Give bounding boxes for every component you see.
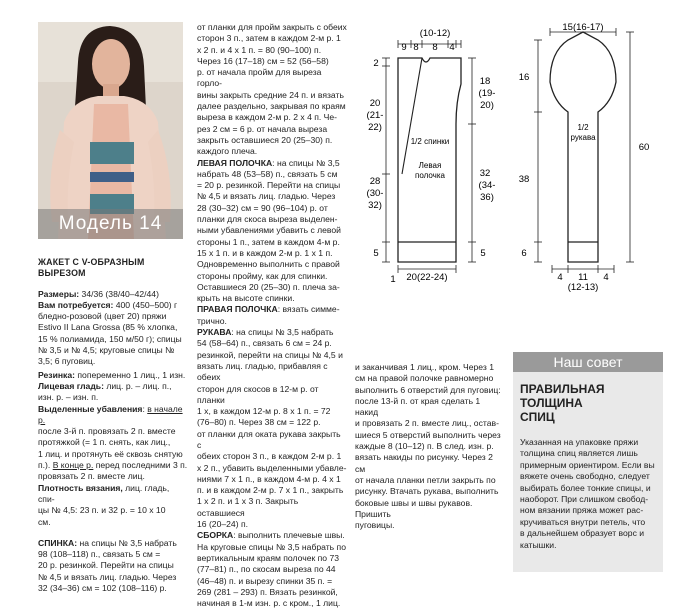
- text-line: х 2 п., убавить выделенными убавле-: [197, 462, 347, 473]
- materials-line: 15 % полиамида, 150 м/50 г); спицы: [38, 333, 182, 344]
- text-line: вертикальным краям полочек по 73: [197, 552, 340, 563]
- dim-right-20: 20): [480, 100, 494, 111]
- text-line: 54 (58–64) п., связать 6 см = 24 р.: [197, 338, 332, 349]
- text-line: закрыть оставшиеся 20 (25–30) п.: [197, 134, 333, 145]
- dim-top-8: 8: [413, 42, 419, 53]
- materials-line: Estivo II Lana Grossa (85 % хлопка,: [38, 322, 178, 333]
- half-back-label: 1/2 спинки: [410, 137, 450, 146]
- text-line: после 13-й п. от края сделать 1 накид: [355, 395, 481, 418]
- text-line: от планки для оката рукава закрыть с: [197, 428, 341, 450]
- stockinette-line: изн. р. – изн. п.: [38, 392, 99, 403]
- advice-line: ном вязании пряжа может рас-: [520, 505, 644, 516]
- dim-left-2: 2: [373, 58, 379, 69]
- materials-label: Вам потребуется:: [38, 299, 114, 310]
- advice-title: Наш совет: [513, 352, 663, 372]
- advice-heading-line: ТОЛЩИНА: [520, 396, 583, 410]
- text-line: 15 х 1 п. и в каждом 2-м р. 1 х 1 п.: [197, 247, 333, 258]
- decrease-line: после 3-й п. провязать 2 п. вместе: [38, 426, 176, 437]
- gauge-label: Плотность вязания,: [38, 482, 123, 493]
- text-line: каждого плеча.: [197, 146, 258, 157]
- dim-right-18: 18: [479, 76, 491, 87]
- text-line: рез 2 см = 6 р. от начала выреза: [197, 123, 328, 134]
- advice-line: катышки.: [520, 539, 557, 550]
- text-line: см на правой полочке равномерно: [355, 373, 494, 384]
- decrease-line: провязать 2 п. вместе лиц.: [38, 471, 145, 482]
- text-line: далее раздельно, закрывая по краям: [197, 101, 346, 112]
- text-line: крыть на высоте спинки.: [197, 293, 295, 304]
- text-line: планки для скоса выреза выделен-: [197, 214, 338, 225]
- back-line: 20 р. резинкой. Перейти на спицы: [38, 560, 174, 571]
- sleeve-dim-bottom-12: (12-13): [567, 282, 599, 292]
- text-line: (77–81) п., по скосам выреза по 44: [197, 564, 336, 575]
- model-photo: [38, 22, 183, 239]
- decrease-start-label: в начале р.: [38, 403, 183, 425]
- text-line: стороны 1 п., затем в каждом 4-м р.: [197, 236, 340, 247]
- text-line: боковые швы и швы рукавов. Пришить: [355, 497, 473, 519]
- decrease-line: 1 лиц. и протянуть её сквозь снятую: [38, 448, 183, 459]
- text-line: (46–48) п. и вырезу спинки 35 п. =: [197, 575, 333, 586]
- materials-line: бледно-розовой (цвет 20) пряжи: [38, 311, 167, 322]
- stockinette-label: Лицевая гладь:: [38, 380, 104, 391]
- text-line: п. и в каждом 2-м р. 7 х 1 п., закрыть: [197, 485, 344, 496]
- text-line: ными убавлениями убавить с левой: [197, 225, 341, 236]
- text-line: пуговицы.: [355, 520, 395, 531]
- back-label: СПИНКА:: [38, 537, 78, 548]
- dim-right-36: 36): [480, 192, 494, 203]
- advice-heading-line: ПРАВИЛЬНАЯ: [520, 382, 605, 396]
- text-line: 269 (281 – 293) п. Вязать резинкой,: [197, 586, 338, 597]
- dim-right-32: 32: [479, 168, 491, 179]
- back-outline: [398, 58, 461, 262]
- back-front-diagram: [360, 22, 510, 292]
- dim-top-neck: (10-12): [419, 28, 451, 39]
- text-line: от начала планки петли закрыть по: [355, 474, 496, 485]
- text-line: вины закрыть средние 24 п. и вязать: [197, 89, 344, 100]
- decrease-label: Выделенные убавления: [38, 403, 143, 414]
- assembly-label: СБОРКА: [197, 530, 234, 541]
- text-line: стороны пройму, как для спинки.: [197, 270, 328, 281]
- text-line: выполнить 6 отверстий для пуговиц:: [355, 384, 501, 395]
- text-line: резинкой, перейти на спицы № 4,5 и: [197, 349, 343, 360]
- dim-left-5: 5: [373, 248, 379, 259]
- model-label: Модель 14: [38, 209, 183, 239]
- left-front-diagram-label2: полочка: [415, 171, 445, 180]
- text-line: Оставшиеся 20 (25–30) п. плеча за-: [197, 281, 340, 292]
- text-line: х 2 п. и 4 х 1 п. = 80 (90–100) п.: [197, 44, 322, 55]
- model-illustration: [38, 22, 183, 239]
- right-front-label: ПРАВАЯ ПОЛОЧКА: [197, 304, 278, 315]
- materials-line: № 3,5 и № 4,5; круговые спицы №: [38, 345, 175, 356]
- column-1: ЖАКЕТ С V-ОБРАЗНЫМ ВЫРЕЗОМ Размеры: 34/36 (38/40–42/44) Вам потребуется: 400 (450–500) г бледно-розовой (цвет 20) пряжи Estivo II Lana Grossa (85 % хлопка, 15 % полиамида, 150 м/50 г); спицы № 3,5 и № 4,5; круговые спицы № 3,5; 6 пуговиц. Резинка: попеременно 1 лиц., 1 изн. Лицевая гладь: лиц. р. – лиц. п., изн. р. – изн. п. Выделенные убавления: в начале р. после 3-й п. провязать 2 п. вместе протяжкой (= 1 п. снять, как лиц., 1 лиц. и протянуть её сквозь снятую п.). В конце р. перед последними 3 п. провязать 2 п. вместе лиц. Плотность вязания, лиц. гладь, спи- цы № 4,5: 23 п. и 32 р. = 10 х 10 см. СПИНКА: на спицы № 3,5 набрать 98 (108–118) п., связать 5 см = 20 р. резинкой. Перейти на спицы № 4,5 и вязать лиц. гладью. Через 32 (34–36) см = 102 (108–116) р.: [38, 257, 188, 594]
- dim-left-21: (21-: [366, 110, 384, 121]
- text-line: вязать лиц. гладью, прибавляя с обеих: [197, 360, 328, 383]
- text-line: Одновременно выполнить с правой: [197, 259, 340, 270]
- text-line: начиная в 1-м изн. р. с кром., 1 лиц.: [197, 598, 341, 609]
- left-front-label: ЛЕВАЯ ПОЛОЧКА: [197, 157, 273, 168]
- dim-right-5: 5: [480, 248, 486, 259]
- sleeve-diagram: [508, 22, 668, 292]
- text-line: и провязать 2 п. вместе лиц., остав-: [355, 418, 499, 429]
- advice-line: выбирать более тонкие спицы, и: [520, 482, 651, 493]
- text-line: рисунку. Втачать рукава, выполнить: [355, 486, 499, 497]
- sleeve-outline: [550, 32, 616, 262]
- column-2: от планки для пройм закрыть с обеих сторон 3 п., затем в каждом 2-м р. 1 х 2 п. и 4 х 1 п. = 80 (90–100) п. Через 16 (17–18) см = 52 (56–58) р. от начала пройм для выреза горло- вины закрыть средние 24 п. и вязать далее раздельно, закрывая по краям выреза в каждом 2-м р. 2 х 4 п. Че- рез 2 см = 6 р. от начала выреза закрыть оставшиеся 20 (25–30) п. каждого плеча. ЛЕВАЯ ПОЛОЧКА: на спицы № 3,5 набрать 48 (53–58) п., связать 5 см = 20 р. резинкой. Перейти на спицы № 4,5 и вязать лиц. гладью. Через 28 (30–32) см = 90 (96–104) р. от планки для скоса выреза выделен- ными убавлениями убавить с левой стороны 1 п., затем в каждом 4-м р. 15 х 1 п. и в каждом 2-м р. 1 х 1 п. Одновременно выполнить с правой стороны пройму, как для спинки. Оставшиеся 20 (25–30) п. плеча за- крыть на высоте спинки. ПРАВАЯ ПОЛОЧКА: вязать симме- трично. РУКАВА: на спицы № 3,5 набрать 54 (58–64) п., связать 6 см = 24 р. резинкой, перейти на спицы № 4,5 и вязать лиц. гладью, прибавляя с обеих сторон для скосов в 12-м р. от планки 1 х, в каждом 12-м р. 8 х 1 п. = 72 (76–80) п. Через 38 см = 122 р. от планки для оката рукава закрыть с обеих сторон 3 п., в каждом 2-м р. 1 х 2 п., убавить выделенными убавле- ниями 7 х 1 п., в каждом 4-м р. 4 х 1 п. и в каждом 2-м р. 7 х 1 п., закрыть 1 х 2 п. и 1 х 3 п. Закрыть оставшиеся 16 (20–24) п. СБОРКА: выполнить плечевые швы. На круговые спицы № 3,5 набрать по вертикальным краям полочек по 73 (77–81) п., по скосам выреза по 44 (46–48) п. и вырезу спинки 35 п. = 269 (281 – 293) п. Вязать резинкой, начиная в 1-м изн. р. с кром., 1 лиц.: [197, 22, 347, 609]
- gauge-line: цы № 4,5: 23 п. и 32 р. = 10 х 10: [38, 505, 166, 516]
- dim-left-32: 32): [368, 200, 382, 211]
- sizes-text: 34/36 (38/40–42/44): [79, 288, 159, 299]
- dim-right-34: (34-: [478, 180, 496, 191]
- dim-left-22: 22): [368, 122, 382, 133]
- sleeve-dim-60: 60: [638, 142, 650, 153]
- text-line: На круговые спицы № 3,5 набрать по: [197, 541, 346, 552]
- advice-line: толщина спиц является лишь: [520, 448, 638, 459]
- text-line: от планки для пройм закрыть с обеих: [197, 22, 347, 32]
- text-line: выреза в каждом 2-м р. 2 х 4 п. Че-: [197, 112, 338, 123]
- back-line: № 4,5 и вязать лиц. гладью. Через: [38, 571, 177, 582]
- dim-left-1: 1: [390, 274, 396, 285]
- advice-line: кручиваться внутри петель, что: [520, 516, 646, 527]
- text-line: р. от начала пройм для выреза горло-: [197, 67, 322, 89]
- advice-heading: [520, 382, 660, 424]
- text-line: и заканчивая 1 лиц., кром. Через 1: [355, 362, 495, 372]
- back-line: 98 (108–118) п., связать 5 см =: [38, 549, 161, 560]
- sleeve-dim-38: 38: [518, 174, 530, 185]
- text-line: Через 16 (17–18) см = 52 (56–58): [197, 55, 329, 66]
- text-line: ниями 7 х 1 п., в каждом 4-м р. 4 х 1: [197, 473, 341, 484]
- text-line: трично.: [197, 315, 227, 326]
- dim-right-19: (19-: [478, 88, 496, 99]
- left-front-diagram-label: Левая: [418, 161, 442, 170]
- text-line: 16 (20–24) п.: [197, 519, 248, 530]
- text-line: обеих сторон 3 п., в каждом 2-м р. 1: [197, 451, 342, 462]
- advice-line: примерным ориентиром. Если вы: [520, 459, 655, 470]
- sleeve-dim-16: 16: [518, 72, 530, 83]
- sleeve-dim-6: 6: [521, 248, 527, 259]
- text-line: (76–80) п. Через 38 см = 122 р.: [197, 417, 321, 428]
- pattern-title: ЖАКЕТ С V-ОБРАЗНЫМ ВЫРЕЗОМ: [38, 257, 145, 279]
- dim-left-20: 20: [369, 98, 381, 109]
- text-line: 28 (30–32) см = 90 (96–104) р. от: [197, 202, 328, 213]
- decrease-line: протяжкой (= 1 п. снять, как лиц.,: [38, 437, 171, 448]
- text-line: каждые 8 (10–12) п. В след. изн. р.: [355, 441, 494, 452]
- sleeve-label: рукава: [570, 133, 596, 142]
- text-line: сторон для скосов в 12-м р. от планки: [197, 383, 319, 405]
- advice-line: в дальнейшем образует ворс и: [520, 528, 645, 539]
- dim-top-4: 4: [449, 42, 455, 53]
- advice-line: наоборот. При слишком свобод-: [520, 494, 649, 505]
- rib-label: Резинка:: [38, 369, 75, 380]
- text-line: 1 х 2 п. и 1 х 3 п. Закрыть оставшиеся: [197, 496, 299, 518]
- text-line: шиеся 5 отверстий выполнить через: [355, 429, 501, 440]
- sleeve-dim-bottom-4b: 4: [603, 272, 609, 283]
- dim-left-28: 28: [369, 176, 381, 187]
- front-neckline: [402, 58, 422, 174]
- dim-bottom-width: 20(22-24): [406, 272, 448, 283]
- text-line: 1 х, в каждом 12-м р. 8 х 1 п. = 72: [197, 406, 331, 417]
- text-line: набрать 48 (53–58) п., связать 5 см: [197, 168, 338, 179]
- text-line: сторон 3 п., затем в каждом 2-м р. 1: [197, 33, 341, 44]
- sleeve-dim-top: 15(16-17): [562, 22, 604, 33]
- advice-line: Указанная на упаковке пряжи: [520, 437, 639, 447]
- sleeve-dim-bottom-4a: 4: [557, 272, 563, 283]
- sleeve-half-label: 1/2: [577, 123, 589, 132]
- advice-heading-line: СПИЦ: [520, 410, 555, 424]
- sleeve-dim-bottom-11: 11: [578, 272, 588, 283]
- materials-line: 3,5; 6 пуговиц.: [38, 356, 96, 367]
- advice-line: вяжете очень свободно, следует: [520, 471, 650, 482]
- column-3: [355, 362, 505, 531]
- sizes-label: Размеры:: [38, 288, 80, 299]
- gauge-line: см.: [38, 516, 51, 527]
- decrease-end-label: В конце р.: [52, 460, 94, 471]
- dim-top-8b: 8: [432, 42, 438, 53]
- sleeves-label: РУКАВА: [197, 327, 232, 338]
- text-line: № 4,5 и вязать лиц. гладью. Через: [197, 191, 336, 202]
- advice-body: [520, 437, 658, 551]
- dim-top-9: 9: [401, 42, 407, 53]
- dim-left-30: (30-: [366, 188, 384, 199]
- text-line: = 20 р. резинкой. Перейти на спицы: [197, 180, 341, 191]
- back-line: 32 (34–36) см = 102 (108–116) р.: [38, 583, 167, 594]
- text-line: вязать накиды по рисунку. Через 2 см: [355, 452, 493, 474]
